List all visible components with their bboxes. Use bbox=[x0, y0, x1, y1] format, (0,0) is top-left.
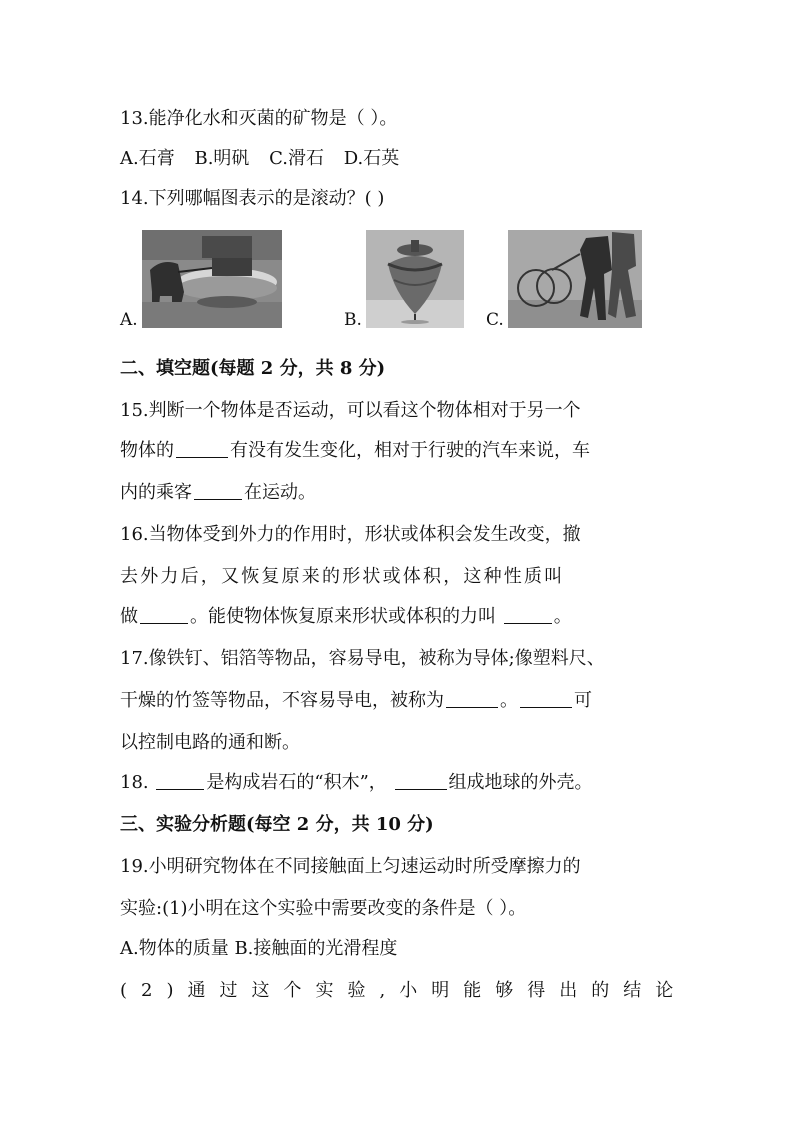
q14-label-b: B. bbox=[344, 310, 362, 330]
q17-line2-end: 可 bbox=[574, 690, 592, 711]
answer-blank[interactable] bbox=[446, 691, 498, 708]
q19-line4: (2)通过这个实验,小明能够得出的结论 bbox=[120, 980, 688, 1001]
q17-line2-start: 干燥的竹签等物品，不容易导电，被称为 bbox=[120, 690, 444, 711]
q15-line2 bbox=[120, 440, 680, 462]
q13-stem: 13.能净化水和灭菌的矿物是（ ）。 bbox=[120, 108, 398, 129]
q14-label-a: A. bbox=[120, 310, 138, 330]
q18-mid: 是构成岩石的“积木”， bbox=[206, 772, 387, 793]
answer-blank[interactable] bbox=[194, 483, 242, 500]
q19-line1: 19.小明研究物体在不同接触面上匀速运动时所受摩擦力的 bbox=[120, 856, 581, 877]
q15-line3-start: 内的乘客 bbox=[120, 482, 192, 503]
q14-stem: 14.下列哪幅图表示的是滚动？( ) bbox=[120, 188, 385, 209]
q16-line3-start: 做 bbox=[120, 606, 138, 627]
q16-line3-mid: 。能使物体恢复原来形状或体积的力叫 bbox=[190, 606, 496, 627]
q13-option-a: A.石膏 bbox=[120, 148, 175, 169]
q13-option-d: D.石英 bbox=[343, 148, 400, 169]
answer-blank[interactable] bbox=[156, 773, 204, 790]
q19-line2: 实验:(1)小明在这个实验中需要改变的条件是（ ）。 bbox=[120, 898, 527, 919]
q15-line2-start: 物体的 bbox=[120, 440, 174, 461]
answer-blank[interactable] bbox=[140, 607, 188, 624]
q16-line2: 去外力后，又恢复原来的形状或体积，这种性质叫 bbox=[120, 566, 565, 587]
spinning-top-photo bbox=[366, 230, 464, 328]
answer-blank[interactable] bbox=[176, 441, 228, 458]
q16-line1: 16.当物体受到外力的作用时，形状或体积会发生改变，撤 bbox=[120, 524, 581, 545]
answer-blank[interactable] bbox=[520, 691, 572, 708]
answer-blank[interactable] bbox=[395, 773, 447, 790]
q18-number: 18. bbox=[120, 772, 149, 793]
q17-line3: 以控制电路的通和断。 bbox=[120, 732, 300, 753]
rolling-hoop-photo bbox=[508, 230, 642, 328]
q17-line1: 17.像铁钉、铝箔等物品，容易导电，被称为导体;像塑料尺、 bbox=[120, 648, 605, 669]
answer-blank[interactable] bbox=[504, 607, 552, 624]
q18-line bbox=[120, 772, 680, 794]
q15-line3 bbox=[120, 482, 680, 504]
q19-line3: A.物体的质量 B.接触面的光滑程度 bbox=[120, 938, 398, 959]
q13-option-b: B.明矾 bbox=[194, 148, 250, 169]
q15-line1: 15.判断一个物体是否运动，可以看这个物体相对于另一个 bbox=[120, 400, 581, 421]
q15-line2-end: 有没有发生变化，相对于行驶的汽车来说，车 bbox=[230, 440, 590, 461]
section-2-title: 二、填空题(每题 2 分，共 8 分) bbox=[120, 358, 386, 379]
q14-photo-options bbox=[120, 230, 680, 330]
q17-line2 bbox=[120, 690, 680, 712]
q13-options bbox=[120, 148, 680, 170]
q17-line2-mid: 。 bbox=[500, 690, 518, 711]
q14-label-c: C. bbox=[486, 310, 504, 330]
q13-option-c: C.滑石 bbox=[269, 148, 325, 169]
millstone-photo bbox=[142, 230, 282, 328]
q16-line3-end: 。 bbox=[553, 606, 572, 627]
q16-line3 bbox=[120, 606, 680, 628]
q15-line3-end: 在运动。 bbox=[244, 482, 316, 503]
section-3-title: 三、实验分析题(每空 2 分，共 10 分) bbox=[120, 814, 434, 835]
q18-end: 组成地球的外壳。 bbox=[448, 772, 593, 793]
